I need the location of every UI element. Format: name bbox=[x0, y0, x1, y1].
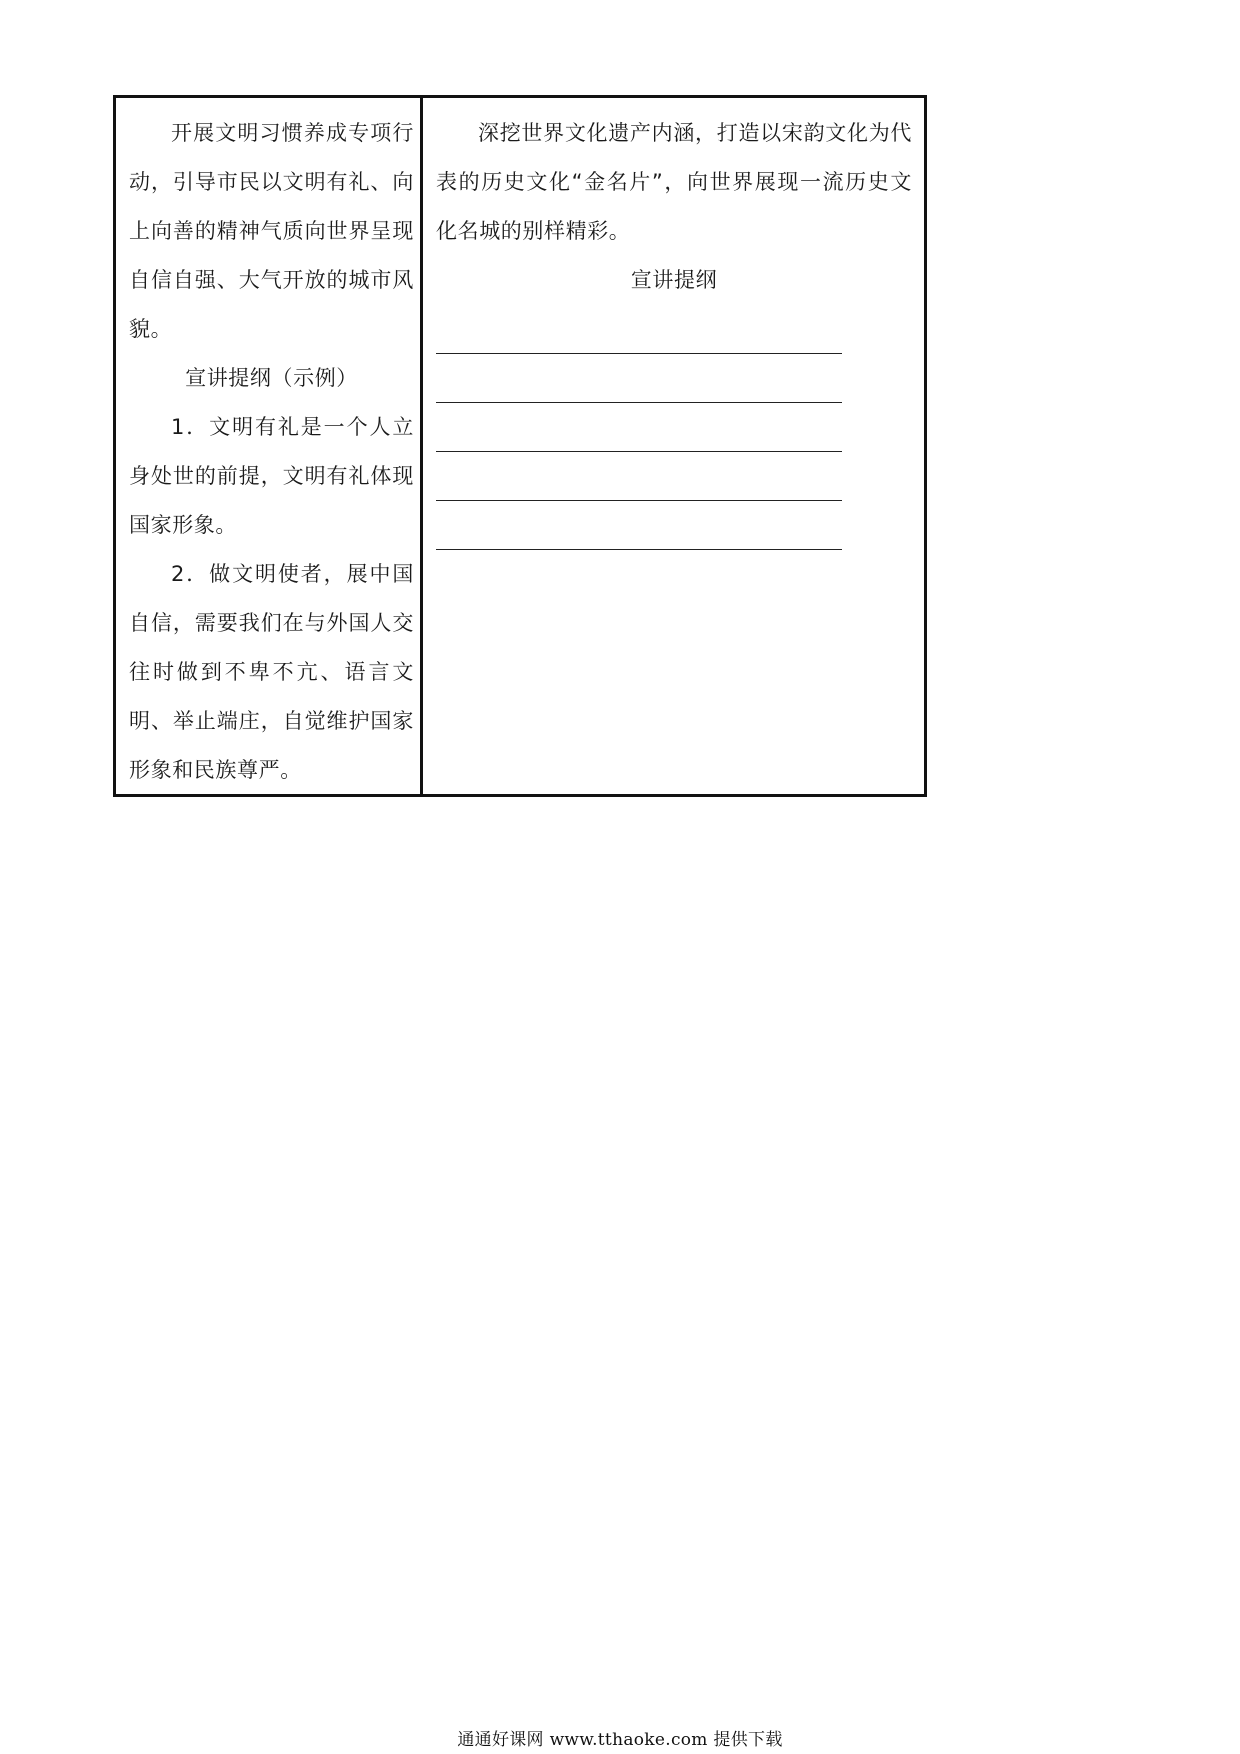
left-outline-point-2: 2．做文明使者，展中国自信，需要我们在与外国人交往时做到不卑不亢、语言文明、举止端庄，自觉维护国家形象和民族尊严。 bbox=[129, 562, 414, 782]
left-outline-point-1: 1．文明有礼是一个人立身处世的前提，文明有礼体现国家形象。 bbox=[129, 415, 414, 537]
answer-blank-line-3[interactable] bbox=[436, 403, 842, 452]
left-column bbox=[116, 98, 423, 794]
answer-blank-lines bbox=[436, 315, 842, 550]
answer-blank-line-1[interactable] bbox=[436, 315, 842, 354]
answer-blank-line-4[interactable] bbox=[436, 452, 842, 501]
content-table bbox=[113, 95, 927, 797]
footer-source-note: 通通好课网 www.tthaoke.com 提供下载 bbox=[457, 1730, 783, 1750]
answer-blank-line-5[interactable] bbox=[436, 501, 842, 550]
left-intro-paragraph: 开展文明习惯养成专项行动，引导市民以文明有礼、向上向善的精神气质向世界呈现自信自强、大气开放的城市风貌。 bbox=[129, 121, 414, 341]
right-intro-paragraph: 深挖世界文化遗产内涵，打造以宋韵文化为代表的历史文化“金名片”，向世界展现一流历史文化名城的别样精彩。 bbox=[436, 121, 912, 243]
left-outline-title: 宣讲提纲（示例） bbox=[185, 366, 358, 390]
right-outline-title: 宣讲提纲 bbox=[630, 268, 718, 292]
right-column bbox=[423, 98, 924, 794]
answer-blank-line-2[interactable] bbox=[436, 354, 842, 403]
